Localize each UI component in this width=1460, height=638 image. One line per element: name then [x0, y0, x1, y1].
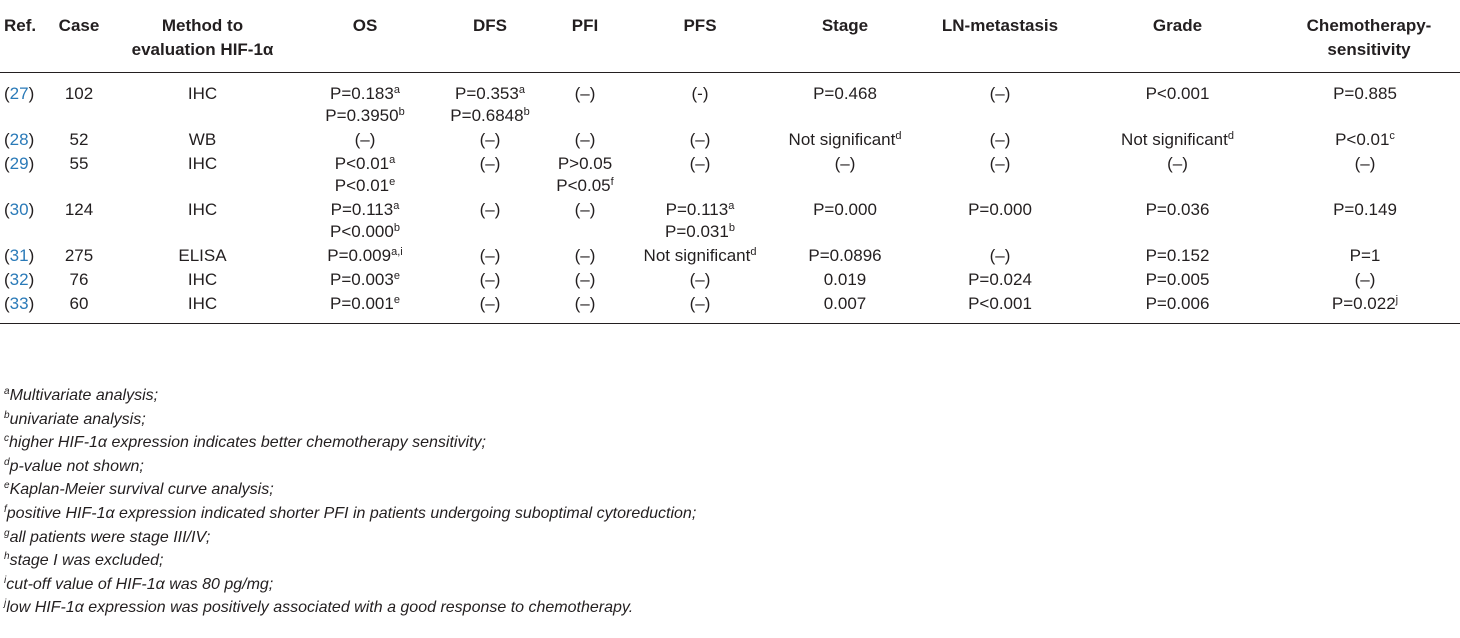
cell-method: WB: [188, 130, 217, 149]
footnote-mark: a,i: [391, 246, 403, 258]
cell-pfi: [545, 245, 625, 269]
cell-value: Not significant$^d$: [1121, 130, 1234, 149]
cell-dfs: [435, 245, 545, 269]
footnote-mark: b: [393, 222, 400, 234]
cell-case: 124: [64, 200, 94, 219]
cell-ref: (31): [4, 246, 35, 265]
header-os: OS: [295, 0, 435, 73]
cell-os: [295, 73, 435, 130]
footnote: $^i$cut-off value of HIF-1α was 80 pg/mg;: [4, 574, 274, 593]
header-ref: Ref.: [0, 0, 48, 73]
reference-link[interactable]: 32: [9, 270, 29, 289]
cell-value: P=0.005: [1145, 270, 1210, 289]
cell-ln: [915, 129, 1085, 153]
cell-stage: [775, 199, 915, 245]
cell-value: (–): [689, 154, 711, 173]
cell-os: [295, 153, 435, 199]
cell-ref: (32): [4, 270, 35, 289]
cell-method: IHC: [187, 154, 218, 173]
cell-value: (–): [1354, 154, 1376, 173]
cell-ln: [915, 293, 1085, 324]
cell-pfi: [545, 199, 625, 245]
cell-case: 60: [48, 293, 110, 324]
footnote-mark: f: [610, 176, 614, 188]
table-row: [0, 293, 1460, 324]
table-row: [0, 73, 1460, 130]
header-dfs: DFS: [435, 0, 545, 73]
cell-os: [295, 245, 435, 269]
cell-case: 76: [69, 270, 89, 289]
cell-case: 102: [64, 84, 94, 103]
cell-value: P<0.05$^f$: [556, 176, 614, 195]
cell-value: P=0.006: [1145, 294, 1210, 313]
cell-ln: [915, 153, 1085, 199]
cell-os: [295, 199, 435, 245]
cell-grade: [1085, 129, 1270, 153]
table-row: [0, 199, 1460, 245]
cell-grade: [1085, 199, 1270, 245]
cell-dfs: [435, 269, 545, 293]
cell-value: P=0.468: [813, 84, 877, 103]
header-row: [0, 0, 1460, 73]
cell-ref: (27): [4, 84, 35, 103]
cell-value: $P=0.009^{a,i}$: [327, 246, 403, 265]
reference-link[interactable]: 30: [9, 200, 29, 219]
cell-chemo: [1270, 245, 1460, 269]
cell-stage: [775, 129, 915, 153]
cell-value: (–): [479, 200, 501, 219]
cell-pfi: [545, 73, 625, 130]
header-method: Method to evaluation HIF-1α: [110, 0, 295, 73]
cell-chemo: [1270, 293, 1460, 324]
cell-method: ELISA: [178, 246, 227, 265]
cell-value: (–): [574, 130, 596, 149]
cell-value: (–): [479, 154, 501, 173]
cell-stage: [775, 293, 915, 324]
footnote-mark: d: [895, 130, 902, 142]
cell-ref: (28): [4, 130, 35, 149]
cell-value: P=0.000: [813, 200, 877, 219]
cell-dfs: [435, 153, 545, 199]
footnote-mark: b: [728, 222, 735, 234]
header-ln-metastasis: LN-metastasis: [915, 0, 1085, 73]
cell-value: 0.019: [823, 270, 867, 289]
footnote-mark: a: [393, 200, 400, 212]
cell-chemo: [1270, 73, 1460, 130]
cell-value: (–): [574, 84, 596, 103]
cell-value: (–): [689, 294, 711, 313]
cell-value: Not significant$^d$: [643, 246, 757, 265]
cell-case: 52: [69, 130, 89, 149]
header-pfi: PFI: [545, 0, 625, 73]
footnote-mark: e: [393, 270, 400, 282]
table-row: [0, 245, 1460, 269]
cell-pfs: [625, 293, 775, 324]
cell-value: P<0.000$^b$: [330, 222, 400, 241]
cell-value: P=0.885: [1333, 84, 1397, 103]
footnote: $^e$Kaplan-Meier survival curve analysis;: [4, 480, 274, 499]
cell-pfs: [625, 245, 775, 269]
cell-ln: [915, 199, 1085, 245]
footnote-mark: b: [398, 106, 405, 118]
cell-case: 55: [69, 154, 89, 173]
footnote-mark: c: [1389, 130, 1395, 142]
cell-os: [295, 269, 435, 293]
footnote: $^c$higher HIF-1α expression indicates better chemotherapy sensitivity;: [4, 433, 486, 452]
cell-pfi: [545, 269, 625, 293]
reference-link[interactable]: 31: [9, 246, 29, 265]
cell-value: P<0.001: [968, 294, 1032, 313]
cell-value: P=0.152: [1145, 246, 1210, 265]
header-stage: Stage: [775, 0, 915, 73]
cell-value: (–): [574, 200, 596, 219]
cell-grade: [1085, 293, 1270, 324]
cell-stage: [775, 73, 915, 130]
cell-value: P=0.353$^a$: [455, 84, 525, 103]
cell-value: (–): [479, 294, 501, 313]
cell-value: 0.007: [823, 294, 867, 313]
cell-grade: [1085, 153, 1270, 199]
cell-value: P<0.01$^a$: [334, 154, 396, 173]
cell-value: P=0.6848$^b$: [450, 106, 530, 125]
cell-value: (–): [574, 294, 596, 313]
cell-value: P=0.036: [1145, 200, 1210, 219]
cell-value: P<0.001: [1145, 84, 1210, 103]
footnote: $^h$stage I was excluded;: [4, 551, 164, 570]
header-chemotherapy-sensitivity: Chemotherapy-sensitivity: [1270, 0, 1460, 73]
reference-link[interactable]: 27: [9, 84, 29, 103]
cell-value: P=0.024: [968, 270, 1032, 289]
cell-value: (–): [354, 130, 376, 149]
cell-value: (–): [689, 270, 711, 289]
cell-pfs: [625, 153, 775, 199]
footnote-mark: a: [389, 154, 396, 166]
cell-os: [295, 293, 435, 324]
cell-case: 275: [64, 246, 94, 265]
cell-method: IHC: [187, 200, 218, 219]
footnote-mark: e: [393, 294, 400, 306]
footnote-mark: j: [1395, 294, 1399, 306]
cell-value: $P=0.022^j$: [1331, 294, 1399, 313]
cell-ln: [915, 245, 1085, 269]
cell-value: P=0.000: [968, 200, 1032, 219]
cell-method: IHC: [187, 270, 218, 289]
cell-pfi: [545, 129, 625, 153]
table-row: [0, 269, 1460, 293]
footnote-mark: a: [393, 84, 400, 96]
cell-value: P=0.183$^a$: [330, 84, 400, 103]
cell-value: (–): [989, 130, 1011, 149]
footnote-mark: a: [518, 84, 525, 96]
cell-chemo: [1270, 153, 1460, 199]
footnote: $^f$positive HIF-1α expression indicated shorter PFI in patients undergoing suboptimal cytoreduction;: [4, 503, 697, 522]
footnote-mark: d: [1227, 130, 1234, 142]
cell-value: (–): [574, 270, 596, 289]
cell-stage: [775, 153, 915, 199]
cell-value: P=0.113$^a$: [665, 200, 735, 219]
cell-dfs: [435, 293, 545, 324]
cell-value: (–): [1167, 154, 1188, 173]
cell-grade: [1085, 73, 1270, 130]
cell-pfs: [625, 73, 775, 130]
cell-dfs: [435, 73, 545, 130]
cell-value: P=0.003$^e$: [330, 270, 400, 289]
cell-value: (–): [834, 154, 856, 173]
cell-value: (–): [479, 130, 501, 149]
table-row: [0, 129, 1460, 153]
cell-ref: (33): [0, 293, 48, 324]
cell-grade: [1085, 245, 1270, 269]
cell-value: (–): [479, 246, 501, 265]
cell-method: IHC: [187, 84, 218, 103]
cell-value: P<0.01$^c$: [1335, 130, 1395, 149]
cell-pfi: [545, 293, 625, 324]
cell-value: (-): [691, 84, 709, 103]
header-pfs: PFS: [625, 0, 775, 73]
cell-pfs: [625, 269, 775, 293]
cell-ln: [915, 269, 1085, 293]
cell-pfi: [545, 153, 625, 199]
cell-value: (–): [989, 84, 1011, 103]
table-row: [0, 153, 1460, 199]
cell-value: P=1: [1349, 246, 1381, 265]
cell-method: IHC: [110, 293, 295, 324]
footnotes: [4, 384, 696, 620]
cell-stage: [775, 245, 915, 269]
cell-ln: [915, 73, 1085, 130]
cell-value: (–): [689, 130, 711, 149]
cell-pfs: [625, 129, 775, 153]
footnote: $^j$low HIF-1α expression was positively associated with a good response to chemotherapy.: [4, 598, 634, 617]
cell-value: P=0.031$^b$: [665, 222, 735, 241]
cell-value: P=0.001$^e$: [330, 294, 400, 313]
cell-dfs: [435, 199, 545, 245]
footnote: $^d$p-value not shown;: [4, 456, 144, 475]
footnote-mark: d: [750, 246, 757, 258]
footnote-mark: e: [389, 176, 396, 188]
cell-ref: (29): [4, 154, 35, 173]
cell-chemo: [1270, 129, 1460, 153]
cell-grade: [1085, 269, 1270, 293]
cell-value: (–): [989, 246, 1011, 265]
cell-dfs: [435, 129, 545, 153]
cell-value: Not significant$^d$: [788, 130, 902, 149]
cell-value: (–): [1354, 270, 1376, 289]
footnote: $^b$univariate analysis;: [4, 409, 146, 428]
cell-value: (–): [574, 246, 596, 265]
cell-pfs: [625, 199, 775, 245]
footnote: $^a$Multivariate analysis;: [4, 386, 159, 404]
cell-ref: (30): [4, 200, 35, 219]
cell-value: P=0.149: [1333, 200, 1397, 219]
footnote-mark: b: [523, 106, 530, 118]
cell-value: P<0.01$^e$: [334, 176, 396, 195]
footnote-mark: a: [728, 200, 735, 212]
reference-link[interactable]: 29: [9, 154, 29, 173]
cell-os: [295, 129, 435, 153]
cell-value: (–): [479, 270, 501, 289]
cell-chemo: [1270, 199, 1460, 245]
cell-stage: [775, 269, 915, 293]
cell-value: (–): [989, 154, 1011, 173]
footnote: $^g$all patients were stage III/IV;: [4, 527, 211, 546]
cell-value: P=0.113$^a$: [330, 200, 400, 219]
header-case: Case: [48, 0, 110, 73]
cell-value: P>0.05: [557, 154, 613, 173]
cell-value: P=0.0896: [808, 246, 882, 265]
cell-chemo: [1270, 269, 1460, 293]
reference-link[interactable]: 33: [9, 294, 29, 313]
reference-link[interactable]: 28: [9, 130, 29, 149]
cell-value: P=0.3950$^b$: [325, 106, 405, 125]
header-grade: Grade: [1085, 0, 1270, 73]
